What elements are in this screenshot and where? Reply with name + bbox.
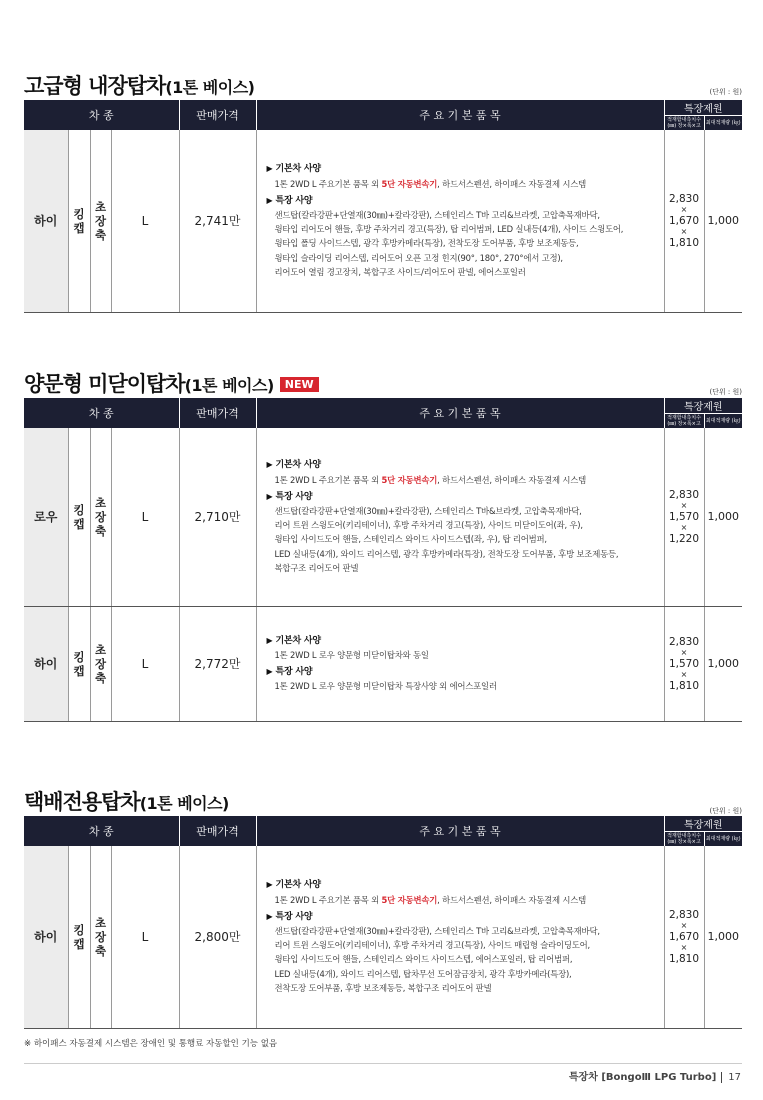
grade: L	[111, 130, 179, 312]
section-double-door-sliding-van	[24, 368, 742, 724]
header-price: 판매가격	[179, 398, 256, 428]
section-title: 양문형 미닫이탑차(1톤 베이스) NEW	[24, 368, 319, 398]
price: 2,741만	[179, 130, 256, 312]
header-special-spec: 특장제원	[664, 398, 742, 414]
grade: L	[111, 428, 179, 606]
triangle-bullet-icon: ▶	[266, 635, 273, 645]
height-type: 하이	[24, 130, 68, 312]
header-vehicle-type: 차 종	[24, 398, 179, 428]
axle-type: 초 장 축	[90, 130, 111, 312]
triangle-bullet-icon: ▶	[266, 195, 273, 205]
header-price: 판매가격	[179, 100, 256, 130]
grade: L	[111, 846, 179, 1028]
axle-type: 초 장 축	[90, 846, 111, 1028]
unit-label: (단위 : 원)	[709, 88, 742, 96]
table-row	[24, 846, 742, 1028]
triangle-bullet-icon: ▶	[266, 460, 273, 470]
footnote: ※ 하이패스 자동결제 시스템은 장애인 및 통행료 자동할인 기능 없음	[24, 1039, 278, 1049]
header-load-sub: 최대적재량 (㎏)	[704, 414, 742, 429]
header-dim-sub: 적재함내측치수(㎜) 장×폭×고	[664, 116, 704, 131]
header-vehicle-type: 차 종	[24, 816, 179, 846]
section-premium-insulated-van	[24, 70, 742, 310]
header-load-sub: 최대적재량 (㎏)	[704, 116, 742, 131]
header-features: 주 요 기 본 품 목	[256, 398, 664, 428]
features: ▶ 기본차 사양 1톤 2WD L 주요기본 품목 외 5단 자동변속기, 하드서스펜션, 하이패스 자동결제 시스템 ▶ 특장 사양 샌드탑(칼라강판+단열재(30㎜)+칼라강판), 스테인리스 T바 고리&브라켓, 고압축목재바닥, 윙타입 리어도어 핸들, 후방 주차거리 경고(특장), 탑 리어범퍼, LED 실내등(4개), 사이드 스윙도어, 윙타입 폴딩 사이드스텝, 광각 후방카메라(특장), 전착도장 도어부품, 후방 보조제동등, 윙타입 슬라이딩 리어스텝, 리어도어 오픈 고정 힌지(90°, 180°, 270°에서 고정), 리어도어 열림 경고장치, 복합구조 사이드/리어도어 판넬, 에어스포일러	[256, 130, 664, 312]
footer-divider	[24, 1063, 742, 1064]
footer-label: 특장차 [BongoⅢ LPG Turbo]	[568, 1072, 717, 1083]
triangle-bullet-icon: ▶	[266, 491, 273, 501]
cab-type: 킹 캡	[68, 130, 90, 312]
new-badge: NEW	[280, 377, 319, 392]
max-load: 1,000	[704, 606, 742, 721]
header-features: 주 요 기 본 품 목	[256, 100, 664, 130]
header-dim-sub: 적재함내측치수(㎜) 장×폭×고	[664, 414, 704, 429]
cab-type: 킹 캡	[68, 606, 90, 721]
triangle-bullet-icon: ▶	[266, 911, 273, 921]
spec-table	[24, 100, 742, 313]
grade: L	[111, 606, 179, 721]
height-type: 로우	[24, 428, 68, 606]
section-parcel-delivery-van	[24, 786, 742, 1032]
price: 2,710만	[179, 428, 256, 606]
price: 2,800만	[179, 846, 256, 1028]
dimensions: 2,830 × 1,570 × 1,810	[664, 606, 704, 721]
max-load: 1,000	[704, 130, 742, 312]
section-title: 고급형 내장탑차(1톤 베이스)	[24, 74, 255, 98]
triangle-bullet-icon: ▶	[266, 880, 273, 890]
features: ▶ 기본차 사양 1톤 2WD L 로우 양문형 미닫이탑차와 동일 ▶ 특장 사양 1톤 2WD L 로우 양문형 미닫이탑차 특장사양 외 에어스포일러	[256, 606, 664, 721]
unit-label: (단위 : 원)	[709, 807, 742, 815]
price: 2,772만	[179, 606, 256, 721]
section-title: 택배전용탑차(1톤 베이스)	[24, 790, 229, 814]
triangle-bullet-icon: ▶	[266, 667, 273, 676]
table-row	[24, 428, 742, 606]
height-type: 하이	[24, 606, 68, 721]
cab-type: 킹 캡	[68, 428, 90, 606]
features: ▶ 기본차 사양 1톤 2WD L 주요기본 품목 외 5단 자동변속기, 하드서스펜션, 하이패스 자동결제 시스템 ▶ 특장 사양 샌드탑(칼라강판+단열재(30㎜)+칼라강판), 스테인리스 T바 고리&브라켓, 고압축목재바닥, 리어 트윈 스윙도어(키리테이너), 후방 주차거리 경고(특장), 사이드 매립형 슬라이딩도어, 윙타입 사이드도어 핸들, 스테인리스 와이드 사이드스텝, 에어스포일러, 탑 리어범퍼, LED 실내등(4개), 와이드 리어스텝, 탑차무선 도어잠금장치, 광각 후방카메라(특장), 전착도장 도어부품, 후방 보조제동등, 복합구조 리어도어 판넬	[256, 846, 664, 1028]
dimensions: 2,830 × 1,570 × 1,220	[664, 428, 704, 606]
dimensions: 2,830 × 1,670 × 1,810	[664, 846, 704, 1028]
height-type: 하이	[24, 846, 68, 1028]
max-load: 1,000	[704, 428, 742, 606]
table-row	[24, 130, 742, 312]
axle-type: 초 장 축	[90, 606, 111, 721]
header-load-sub: 최대적재량 (㎏)	[704, 832, 742, 847]
header-features: 주 요 기 본 품 목	[256, 816, 664, 846]
header-dim-sub: 적재함내측치수(㎜) 장×폭×고	[664, 832, 704, 847]
triangle-bullet-icon: ▶	[266, 164, 273, 174]
features: ▶ 기본차 사양 1톤 2WD L 주요기본 품목 외 5단 자동변속기, 하드서스펜션, 하이패스 자동결제 시스템 ▶ 특장 사양 샌드탑(칼라강판+단열재(30㎜)+칼라강판), 스테인리스 T바&브라켓, 고압축목재바닥, 리어 트윈 스윙도어(키리테이너), 후방 주차거리 경고(특장), 사이드 미닫이도어(좌, 우), 윙타입 사이드도어 핸들, 스테인리스 와이드 사이드스텝(좌, 우), 탑 리어범퍼, LED 실내등(4개), 와이드 리어스텝, 광각 후방카메라(특장), 전착도장 도어부품, 후방 보조제동등, 복합구조 리어도어 판넬	[256, 428, 664, 606]
header-special-spec: 특장제원	[664, 100, 742, 116]
header-vehicle-type: 차 종	[24, 100, 179, 130]
page-footer	[569, 1068, 741, 1083]
header-price: 판매가격	[179, 816, 256, 846]
unit-label: (단위 : 원)	[709, 388, 742, 396]
axle-type: 초 장 축	[90, 428, 111, 606]
header-special-spec: 특장제원	[664, 816, 742, 832]
max-load: 1,000	[704, 846, 742, 1028]
dimensions: 2,830 × 1,670 × 1,810	[664, 130, 704, 312]
page-number: 17	[721, 1072, 741, 1083]
spec-table	[24, 398, 742, 722]
table-row	[24, 606, 742, 721]
spec-table	[24, 816, 742, 1029]
cab-type: 킹 캡	[68, 846, 90, 1028]
